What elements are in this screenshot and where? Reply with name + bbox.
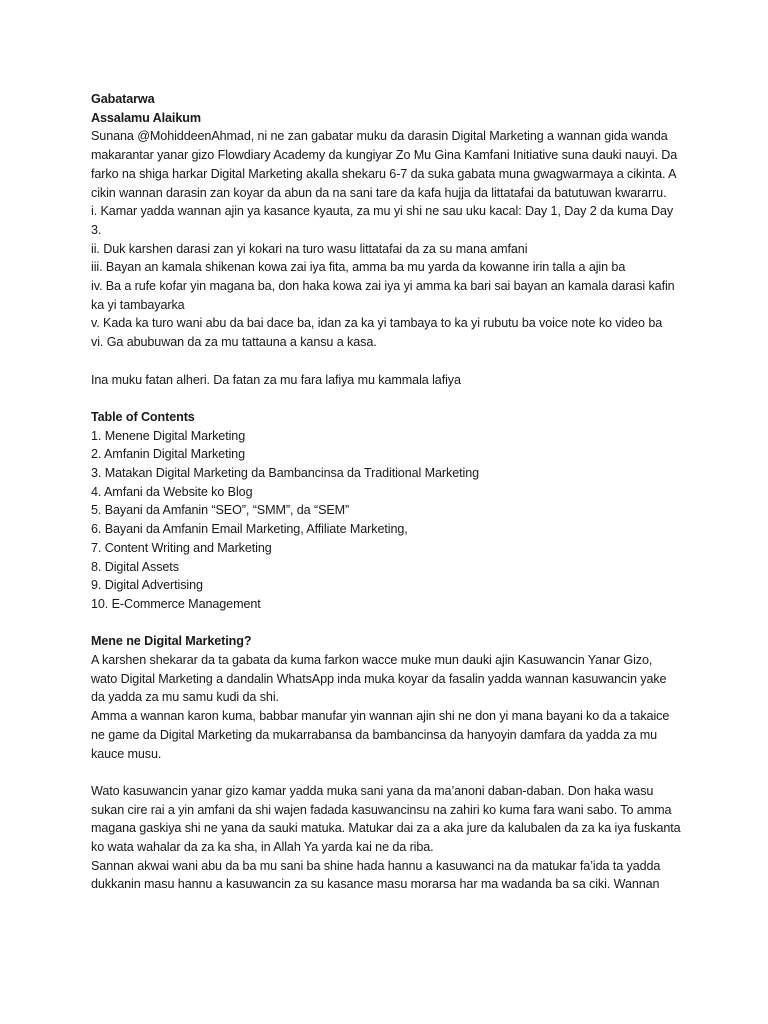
spacer — [91, 614, 681, 633]
toc-item: 4. Amfani da Website ko Blog — [91, 484, 253, 499]
spacer — [91, 763, 681, 782]
toc-item: 1. Menene Digital Marketing — [91, 428, 246, 443]
rules-list — [91, 202, 681, 352]
rule-item: v. Kada ka turo wani abu da bai dace ba, idan za ka yi tambaya to ka yi rubutu ba voice note ko video ba — [91, 316, 663, 331]
toc-title: Table of Contents — [91, 409, 195, 424]
toc-item: 8. Digital Assets — [91, 559, 179, 574]
rule-item: i. Kamar yadda wannan ajin ya kasance kyauta, za mu yi shi ne sau uku kacal: Day 1, Day 2 da kuma Day 3. — [91, 204, 674, 237]
toc-item: 5. Bayani da Amfanin “SEO”, “SMM”, da “SEM” — [91, 503, 350, 518]
spacer — [91, 352, 681, 371]
rule-item: vi. Ga abubuwan da za mu tattauna a kansu a kasa. — [91, 335, 377, 350]
toc-list — [91, 427, 681, 614]
toc-item: 9. Digital Advertising — [91, 578, 203, 593]
closing-line: Ina muku fatan alheri. Da fatan za mu fara lafiya mu kammala lafiya — [91, 372, 461, 387]
toc-item: 3. Matakan Digital Marketing da Bambancinsa da Traditional Marketing — [91, 466, 480, 481]
intro-paragraph: Sunana @MohiddeenAhmad, ni ne zan gabatar muku da darasin Digital Marketing a wannan gida wanda makarantar yanar gizo Flowdiary Academy da kungiyar Zo Mu Gina Kamfani Initiative suna dauki nauyi. Da farko na shiga harkar Digital Marketing akalla shekaru 6-7 da suka gabata muna gwagwarmaya a cikinta. A cikin wannan darasin zan koyar da abun da na sani tare da kafa hujja da littatafai da batutuwan kwararru. — [91, 129, 678, 200]
greeting: Assalamu Alaikum — [91, 110, 201, 125]
toc-item: 6. Bayani da Amfanin Email Marketing, Affiliate Marketing, — [91, 522, 408, 537]
spacer — [91, 389, 681, 408]
toc-item: 10. E-Commerce Management — [91, 596, 261, 611]
section-paragraph: Amma a wannan karon kuma, babbar manufar yin wannan ajin shi ne don yi mana bayani ko da a takaice ne game da Digital Marketing da mukarrabansa da bambancinsa da hanyoyin damfara da yadda za mu kauce musu. — [91, 709, 670, 761]
document-page — [91, 90, 681, 894]
rule-item: iii. Bayan an kamala shikenan kowa zai iya fita, amma ba mu yarda da kowanne irin talla a ajin ba — [91, 260, 626, 275]
section-paragraph: A karshen shekarar da ta gabata da kuma farkon wacce muke mun dauki ajin Kasuwancin Yanar Gizo, wato Digital Marketing a dandalin WhatsApp inda muka koyar da fasalin yadda wannan kasuwancin yake da yadda za mu samu kudi da shi. — [91, 653, 667, 705]
document-heading: Gabatarwa — [91, 92, 155, 106]
rule-item: iv. Ba a rufe kofar yin magana ba, don haka kowa zai iya yi amma ka bari sai bayan an kamala darasi kafin ka yi tambayarka — [91, 279, 675, 312]
toc-item: 7. Content Writing and Marketing — [91, 540, 272, 555]
section-paragraph: Wato kasuwancin yanar gizo kamar yadda muka sani yana da ma’anoni daban-daban. Don haka wasu sukan cire rai a yin amfani da shi wajen fadada kasuwancinsu na zahiri ko kuma fara wani sabo. To amma magana gaskiya shi ne yana da sauki matuka. Matukar dai za a aka jure da kalubalen da za ka iya fuskanta ko wata wahalar da za ka sha, in Allah Ya yarda kai ne da riba. — [91, 783, 681, 855]
section-title: Mene ne Digital Marketing? — [91, 634, 252, 649]
section-paragraph: Sannan akwai wani abu da ba mu sani ba shine hada hannu a kasuwanci na da matukar fa’ida ta yadda dukkanin masu hannu a kasuwancin za su kasance masu morarsa har ma wadanda ba sa ciki. Wannan — [91, 858, 661, 892]
rule-item: ii. Duk karshen darasi zan yi kokari na turo wasu littatafai da za su mana amfani — [91, 241, 528, 256]
toc-item: 2. Amfanin Digital Marketing — [91, 447, 245, 462]
